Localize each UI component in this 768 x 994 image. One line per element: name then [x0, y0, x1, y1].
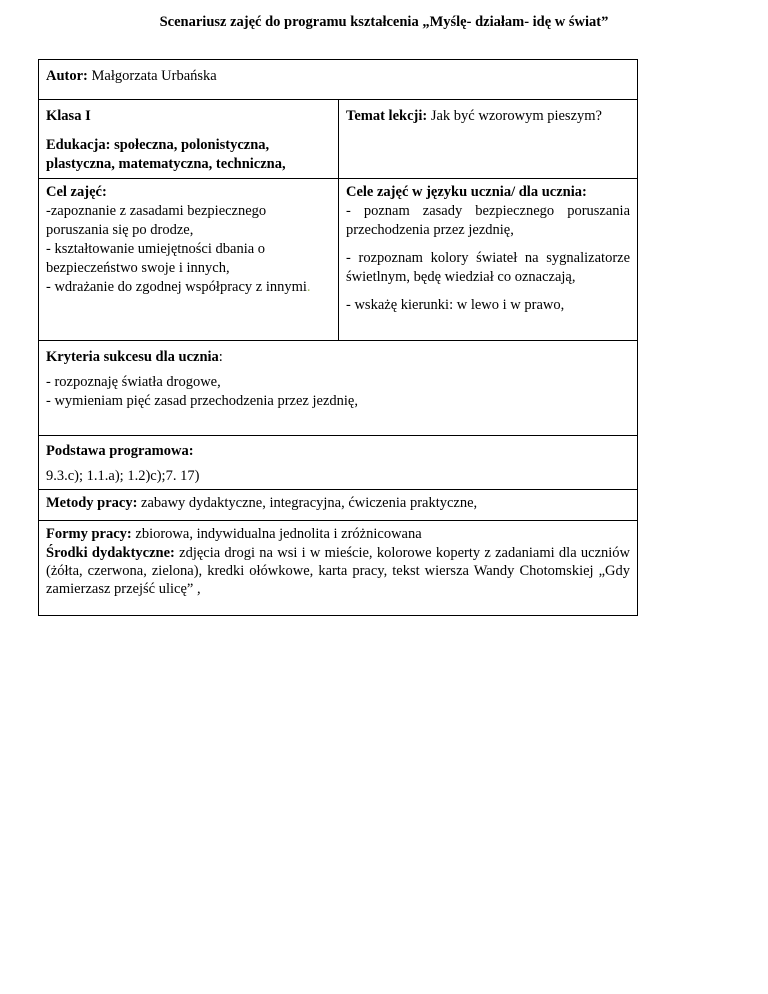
class-topic-row [39, 100, 638, 179]
goal-trailing-dot: . [306, 279, 311, 295]
author-label: Autor: [46, 68, 88, 84]
education-text: Edukacja: społeczna, polonistyczna, plastyczna, matematyczna, techniczna, [46, 137, 286, 172]
student-goals-cell [339, 179, 638, 341]
methods-value: zabawy dydaktyczne, integracyjna, ćwiczenia praktyczne, [137, 495, 478, 511]
goals-row [39, 179, 638, 341]
student-goal-item: - wskażę kierunki: w lewo i w prawo, [346, 297, 565, 313]
resources-value: zdjęcia drogi na wsi i w mieście, kolorowe koperty z zadaniami dla uczniów (żółta, czerwona, zielona), kredki ołówkowe, karta pracy, tekst wiersza Wandy Chotomskiej „Gdy zamierzasz przejść ulicę” , [46, 545, 631, 597]
curriculum-heading: Podstawa programowa: [46, 443, 194, 459]
goal-item: - kształtowanie umiejętności dbania o bezpieczeństwo swoje i innych, [46, 241, 266, 276]
forms-label: Formy pracy: [46, 526, 132, 542]
topic-cell [339, 100, 638, 179]
student-goals-heading: Cele zajęć w języku ucznia/ dla ucznia: [346, 184, 587, 200]
author-value: Małgorzata Urbańska [87, 68, 217, 84]
goal-item [46, 278, 331, 297]
author-row [39, 60, 638, 100]
student-goal-item: - rozpoznam kolory świateł na sygnalizatorze świetlnym, będę wiedział co oznaczają, [346, 250, 631, 285]
success-criteria-colon: : [218, 349, 223, 365]
success-criteria-heading: Kryteria sukcesu dla ucznia [46, 349, 219, 365]
forms-resources-cell [39, 521, 638, 616]
forms-resources-row [39, 521, 638, 616]
topic-label: Temat lekcji: [346, 108, 428, 124]
document-title: Scenariusz zajęć do programu kształcenia „Myślę- działam- idę w świat” [159, 14, 609, 30]
goal-item: -zapoznanie z zasadami bezpiecznego poruszania się po drodze, [46, 203, 267, 238]
curriculum-cell [39, 436, 638, 490]
student-goal-item: - poznam zasady bezpiecznego poruszania przechodzenia przez jezdnię, [346, 203, 631, 238]
methods-label: Metody pracy: [46, 495, 138, 511]
success-criteria-row [39, 341, 638, 436]
success-criteria-item: - rozpoznaję światła drogowe, [46, 374, 221, 390]
methods-cell [39, 490, 638, 521]
goals-cell [39, 179, 339, 341]
resources-label: Środki dydaktyczne: [46, 545, 175, 561]
curriculum-value: 9.3.c); 1.1.a); 1.2)c);7. 17) [46, 468, 200, 484]
success-criteria-item: - wymieniam pięć zasad przechodzenia przez jezdnię, [46, 393, 358, 409]
forms-value: zbiorowa, indywidualna jednolita i zróżnicowana [131, 526, 422, 542]
class-label: Klasa I [46, 108, 91, 124]
topic-value: Jak być wzorowym pieszym? [427, 108, 602, 124]
goals-heading: Cel zajęć: [46, 184, 107, 200]
success-criteria-cell [39, 341, 638, 436]
curriculum-row [39, 436, 638, 490]
class-cell [39, 100, 339, 179]
lesson-plan-table [38, 59, 638, 616]
goal-item-text: - wdrażanie do zgodnej współpracy z innymi [46, 279, 307, 295]
methods-row [39, 490, 638, 521]
author-cell [39, 60, 638, 100]
